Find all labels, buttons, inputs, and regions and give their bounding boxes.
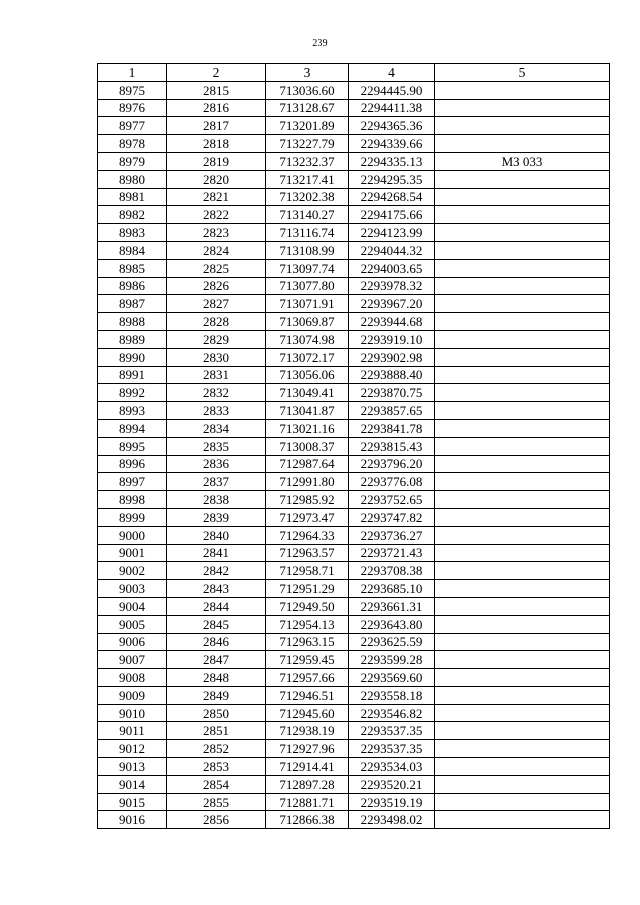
- note-cell: [435, 758, 610, 776]
- vertex-number-cell: 2848: [167, 669, 266, 687]
- table-body: [98, 81, 610, 828]
- note-cell: [435, 740, 610, 758]
- table-row: [98, 526, 610, 544]
- y-coordinate-cell: 2294268.54: [349, 188, 435, 206]
- note-cell: [435, 455, 610, 473]
- point-number-cell: 9007: [98, 651, 167, 669]
- vertex-number-cell: 2839: [167, 508, 266, 526]
- x-coordinate-cell: 712954.13: [266, 615, 349, 633]
- table-row: [98, 241, 610, 259]
- vertex-number-cell: 2830: [167, 348, 266, 366]
- note-cell: [435, 491, 610, 509]
- point-number-cell: 9002: [98, 562, 167, 580]
- note-cell: [435, 99, 610, 117]
- vertex-number-cell: 2826: [167, 277, 266, 295]
- table-row: [98, 366, 610, 384]
- x-coordinate-cell: 713217.41: [266, 170, 349, 188]
- note-cell: [435, 419, 610, 437]
- vertex-number-cell: 2825: [167, 259, 266, 277]
- y-coordinate-cell: 2293534.03: [349, 758, 435, 776]
- y-coordinate-cell: 2293537.35: [349, 740, 435, 758]
- note-cell: [435, 633, 610, 651]
- table-row: [98, 188, 610, 206]
- y-coordinate-cell: 2293546.82: [349, 704, 435, 722]
- vertex-number-cell: 2834: [167, 419, 266, 437]
- y-coordinate-cell: 2293752.65: [349, 491, 435, 509]
- point-number-cell: 9010: [98, 704, 167, 722]
- point-number-cell: 8995: [98, 437, 167, 455]
- note-cell: [435, 188, 610, 206]
- table-row: [98, 793, 610, 811]
- vertex-number-cell: 2841: [167, 544, 266, 562]
- vertex-number-cell: 2850: [167, 704, 266, 722]
- table-row: [98, 669, 610, 687]
- point-number-cell: 8988: [98, 313, 167, 331]
- point-number-cell: 8997: [98, 473, 167, 491]
- table-row: [98, 704, 610, 722]
- x-coordinate-cell: 712958.71: [266, 562, 349, 580]
- point-number-cell: 8999: [98, 508, 167, 526]
- x-coordinate-cell: 712927.96: [266, 740, 349, 758]
- note-cell: [435, 437, 610, 455]
- note-cell: [435, 81, 610, 99]
- vertex-number-cell: 2836: [167, 455, 266, 473]
- y-coordinate-cell: 2293520.21: [349, 775, 435, 793]
- note-cell: [435, 508, 610, 526]
- table-row: [98, 152, 610, 170]
- point-number-cell: 9008: [98, 669, 167, 687]
- vertex-number-cell: 2833: [167, 402, 266, 420]
- y-coordinate-cell: 2294175.66: [349, 206, 435, 224]
- point-number-cell: 8979: [98, 152, 167, 170]
- table-row: [98, 651, 610, 669]
- vertex-number-cell: 2840: [167, 526, 266, 544]
- x-coordinate-cell: 713227.79: [266, 135, 349, 153]
- note-cell: [435, 722, 610, 740]
- vertex-number-cell: 2849: [167, 686, 266, 704]
- vertex-number-cell: 2820: [167, 170, 266, 188]
- x-coordinate-cell: 713072.17: [266, 348, 349, 366]
- y-coordinate-cell: 2293685.10: [349, 580, 435, 598]
- x-coordinate-cell: 713140.27: [266, 206, 349, 224]
- point-number-cell: 8993: [98, 402, 167, 420]
- vertex-number-cell: 2844: [167, 597, 266, 615]
- y-coordinate-cell: 2293902.98: [349, 348, 435, 366]
- x-coordinate-cell: 713008.37: [266, 437, 349, 455]
- y-coordinate-cell: 2294339.66: [349, 135, 435, 153]
- point-number-cell: 8990: [98, 348, 167, 366]
- point-number-cell: 8978: [98, 135, 167, 153]
- note-cell: МЗ 033: [435, 152, 610, 170]
- y-coordinate-cell: 2294335.13: [349, 152, 435, 170]
- vertex-number-cell: 2843: [167, 580, 266, 598]
- vertex-number-cell: 2824: [167, 241, 266, 259]
- table-row: [98, 402, 610, 420]
- note-cell: [435, 206, 610, 224]
- y-coordinate-cell: 2294123.99: [349, 224, 435, 242]
- note-cell: [435, 669, 610, 687]
- x-coordinate-cell: 712959.45: [266, 651, 349, 669]
- table-row: [98, 740, 610, 758]
- table-row: [98, 686, 610, 704]
- y-coordinate-cell: 2293736.27: [349, 526, 435, 544]
- point-number-cell: 9003: [98, 580, 167, 598]
- note-cell: [435, 597, 610, 615]
- point-number-cell: 8982: [98, 206, 167, 224]
- point-number-cell: 9015: [98, 793, 167, 811]
- vertex-number-cell: 2846: [167, 633, 266, 651]
- point-number-cell: 9009: [98, 686, 167, 704]
- x-coordinate-cell: 712991.80: [266, 473, 349, 491]
- header-row: [98, 64, 610, 82]
- y-coordinate-cell: 2294365.36: [349, 117, 435, 135]
- vertex-number-cell: 2835: [167, 437, 266, 455]
- point-number-cell: 9004: [98, 597, 167, 615]
- x-coordinate-cell: 713128.67: [266, 99, 349, 117]
- vertex-number-cell: 2856: [167, 811, 266, 829]
- point-number-cell: 8996: [98, 455, 167, 473]
- column-header-4: 4: [349, 64, 435, 82]
- x-coordinate-cell: 712985.92: [266, 491, 349, 509]
- point-number-cell: 8986: [98, 277, 167, 295]
- x-coordinate-cell: 712987.64: [266, 455, 349, 473]
- table-row: [98, 206, 610, 224]
- point-number-cell: 9005: [98, 615, 167, 633]
- point-number-cell: 9011: [98, 722, 167, 740]
- table-row: [98, 259, 610, 277]
- y-coordinate-cell: 2293870.75: [349, 384, 435, 402]
- table-row: [98, 437, 610, 455]
- y-coordinate-cell: 2293776.08: [349, 473, 435, 491]
- y-coordinate-cell: 2293978.32: [349, 277, 435, 295]
- x-coordinate-cell: 712957.66: [266, 669, 349, 687]
- table-row: [98, 597, 610, 615]
- note-cell: [435, 259, 610, 277]
- vertex-number-cell: 2832: [167, 384, 266, 402]
- x-coordinate-cell: 712938.19: [266, 722, 349, 740]
- point-number-cell: 8977: [98, 117, 167, 135]
- table-row: [98, 135, 610, 153]
- coordinates-table: [97, 63, 610, 829]
- note-cell: [435, 775, 610, 793]
- vertex-number-cell: 2845: [167, 615, 266, 633]
- x-coordinate-cell: 712897.28: [266, 775, 349, 793]
- table-row: [98, 313, 610, 331]
- vertex-number-cell: 2837: [167, 473, 266, 491]
- table-row: [98, 224, 610, 242]
- note-cell: [435, 580, 610, 598]
- y-coordinate-cell: 2293919.10: [349, 330, 435, 348]
- x-coordinate-cell: 713041.87: [266, 402, 349, 420]
- table-row: [98, 508, 610, 526]
- point-number-cell: 8975: [98, 81, 167, 99]
- note-cell: [435, 348, 610, 366]
- vertex-number-cell: 2831: [167, 366, 266, 384]
- note-cell: [435, 473, 610, 491]
- y-coordinate-cell: 2293625.59: [349, 633, 435, 651]
- x-coordinate-cell: 713074.98: [266, 330, 349, 348]
- y-coordinate-cell: 2294295.35: [349, 170, 435, 188]
- point-number-cell: 9012: [98, 740, 167, 758]
- table-row: [98, 473, 610, 491]
- point-number-cell: 9016: [98, 811, 167, 829]
- vertex-number-cell: 2829: [167, 330, 266, 348]
- y-coordinate-cell: 2294411.38: [349, 99, 435, 117]
- x-coordinate-cell: 713021.16: [266, 419, 349, 437]
- x-coordinate-cell: 713069.87: [266, 313, 349, 331]
- x-coordinate-cell: 712973.47: [266, 508, 349, 526]
- note-cell: [435, 615, 610, 633]
- note-cell: [435, 384, 610, 402]
- x-coordinate-cell: 712964.33: [266, 526, 349, 544]
- x-coordinate-cell: 712951.29: [266, 580, 349, 598]
- table-row: [98, 491, 610, 509]
- x-coordinate-cell: 713071.91: [266, 295, 349, 313]
- y-coordinate-cell: 2293857.65: [349, 402, 435, 420]
- table-row: [98, 170, 610, 188]
- x-coordinate-cell: 713201.89: [266, 117, 349, 135]
- note-cell: [435, 526, 610, 544]
- column-header-5: 5: [435, 64, 610, 82]
- x-coordinate-cell: 713232.37: [266, 152, 349, 170]
- note-cell: [435, 135, 610, 153]
- vertex-number-cell: 2817: [167, 117, 266, 135]
- table-row: [98, 455, 610, 473]
- y-coordinate-cell: 2293888.40: [349, 366, 435, 384]
- point-number-cell: 9013: [98, 758, 167, 776]
- y-coordinate-cell: 2293721.43: [349, 544, 435, 562]
- x-coordinate-cell: 713108.99: [266, 241, 349, 259]
- note-cell: [435, 793, 610, 811]
- note-cell: [435, 170, 610, 188]
- column-header-3: 3: [266, 64, 349, 82]
- table-row: [98, 117, 610, 135]
- vertex-number-cell: 2819: [167, 152, 266, 170]
- note-cell: [435, 562, 610, 580]
- table-row: [98, 384, 610, 402]
- table-row: [98, 544, 610, 562]
- table-row: [98, 562, 610, 580]
- point-number-cell: 8989: [98, 330, 167, 348]
- note-cell: [435, 241, 610, 259]
- vertex-number-cell: 2815: [167, 81, 266, 99]
- vertex-number-cell: 2853: [167, 758, 266, 776]
- table-row: [98, 295, 610, 313]
- point-number-cell: 9000: [98, 526, 167, 544]
- note-cell: [435, 366, 610, 384]
- note-cell: [435, 651, 610, 669]
- note-cell: [435, 224, 610, 242]
- x-coordinate-cell: 713202.38: [266, 188, 349, 206]
- vertex-number-cell: 2855: [167, 793, 266, 811]
- column-header-1: 1: [98, 64, 167, 82]
- table-row: [98, 277, 610, 295]
- table-row: [98, 775, 610, 793]
- y-coordinate-cell: 2294445.90: [349, 81, 435, 99]
- y-coordinate-cell: 2293537.35: [349, 722, 435, 740]
- column-header-2: 2: [167, 64, 266, 82]
- note-cell: [435, 544, 610, 562]
- note-cell: [435, 686, 610, 704]
- y-coordinate-cell: 2293841.78: [349, 419, 435, 437]
- x-coordinate-cell: 713049.41: [266, 384, 349, 402]
- point-number-cell: 8992: [98, 384, 167, 402]
- x-coordinate-cell: 712946.51: [266, 686, 349, 704]
- vertex-number-cell: 2821: [167, 188, 266, 206]
- x-coordinate-cell: 712945.60: [266, 704, 349, 722]
- note-cell: [435, 313, 610, 331]
- point-number-cell: 8998: [98, 491, 167, 509]
- y-coordinate-cell: 2293661.31: [349, 597, 435, 615]
- note-cell: [435, 704, 610, 722]
- table-header: [98, 64, 610, 82]
- point-number-cell: 8985: [98, 259, 167, 277]
- point-number-cell: 9001: [98, 544, 167, 562]
- point-number-cell: 8987: [98, 295, 167, 313]
- y-coordinate-cell: 2294003.65: [349, 259, 435, 277]
- vertex-number-cell: 2847: [167, 651, 266, 669]
- point-number-cell: 9006: [98, 633, 167, 651]
- table-row: [98, 580, 610, 598]
- table-row: [98, 348, 610, 366]
- y-coordinate-cell: 2293558.18: [349, 686, 435, 704]
- x-coordinate-cell: 713097.74: [266, 259, 349, 277]
- vertex-number-cell: 2852: [167, 740, 266, 758]
- table-row: [98, 633, 610, 651]
- table-row: [98, 758, 610, 776]
- point-number-cell: 8981: [98, 188, 167, 206]
- y-coordinate-cell: 2293747.82: [349, 508, 435, 526]
- vertex-number-cell: 2827: [167, 295, 266, 313]
- vertex-number-cell: 2822: [167, 206, 266, 224]
- x-coordinate-cell: 713077.80: [266, 277, 349, 295]
- y-coordinate-cell: 2293944.68: [349, 313, 435, 331]
- table-row: [98, 615, 610, 633]
- point-number-cell: 9014: [98, 775, 167, 793]
- y-coordinate-cell: 2293519.19: [349, 793, 435, 811]
- vertex-number-cell: 2823: [167, 224, 266, 242]
- x-coordinate-cell: 712881.71: [266, 793, 349, 811]
- note-cell: [435, 117, 610, 135]
- y-coordinate-cell: 2293569.60: [349, 669, 435, 687]
- point-number-cell: 8984: [98, 241, 167, 259]
- vertex-number-cell: 2828: [167, 313, 266, 331]
- y-coordinate-cell: 2293796.20: [349, 455, 435, 473]
- vertex-number-cell: 2818: [167, 135, 266, 153]
- y-coordinate-cell: 2293967.20: [349, 295, 435, 313]
- y-coordinate-cell: 2293815.43: [349, 437, 435, 455]
- x-coordinate-cell: 712866.38: [266, 811, 349, 829]
- vertex-number-cell: 2816: [167, 99, 266, 117]
- note-cell: [435, 330, 610, 348]
- vertex-number-cell: 2851: [167, 722, 266, 740]
- point-number-cell: 8976: [98, 99, 167, 117]
- page-number: 239: [312, 38, 328, 49]
- x-coordinate-cell: 713056.06: [266, 366, 349, 384]
- note-cell: [435, 811, 610, 829]
- x-coordinate-cell: 712963.15: [266, 633, 349, 651]
- table-row: [98, 99, 610, 117]
- x-coordinate-cell: 712963.57: [266, 544, 349, 562]
- point-number-cell: 8991: [98, 366, 167, 384]
- x-coordinate-cell: 712914.41: [266, 758, 349, 776]
- point-number-cell: 8980: [98, 170, 167, 188]
- x-coordinate-cell: 713036.60: [266, 81, 349, 99]
- x-coordinate-cell: 713116.74: [266, 224, 349, 242]
- note-cell: [435, 277, 610, 295]
- point-number-cell: 8994: [98, 419, 167, 437]
- table-row: [98, 419, 610, 437]
- y-coordinate-cell: 2293498.02: [349, 811, 435, 829]
- table-row: [98, 811, 610, 829]
- note-cell: [435, 402, 610, 420]
- table-row: [98, 722, 610, 740]
- vertex-number-cell: 2854: [167, 775, 266, 793]
- table-row: [98, 330, 610, 348]
- point-number-cell: 8983: [98, 224, 167, 242]
- y-coordinate-cell: 2294044.32: [349, 241, 435, 259]
- y-coordinate-cell: 2293643.80: [349, 615, 435, 633]
- table-row: [98, 81, 610, 99]
- y-coordinate-cell: 2293708.38: [349, 562, 435, 580]
- y-coordinate-cell: 2293599.28: [349, 651, 435, 669]
- vertex-number-cell: 2842: [167, 562, 266, 580]
- x-coordinate-cell: 712949.50: [266, 597, 349, 615]
- vertex-number-cell: 2838: [167, 491, 266, 509]
- note-cell: [435, 295, 610, 313]
